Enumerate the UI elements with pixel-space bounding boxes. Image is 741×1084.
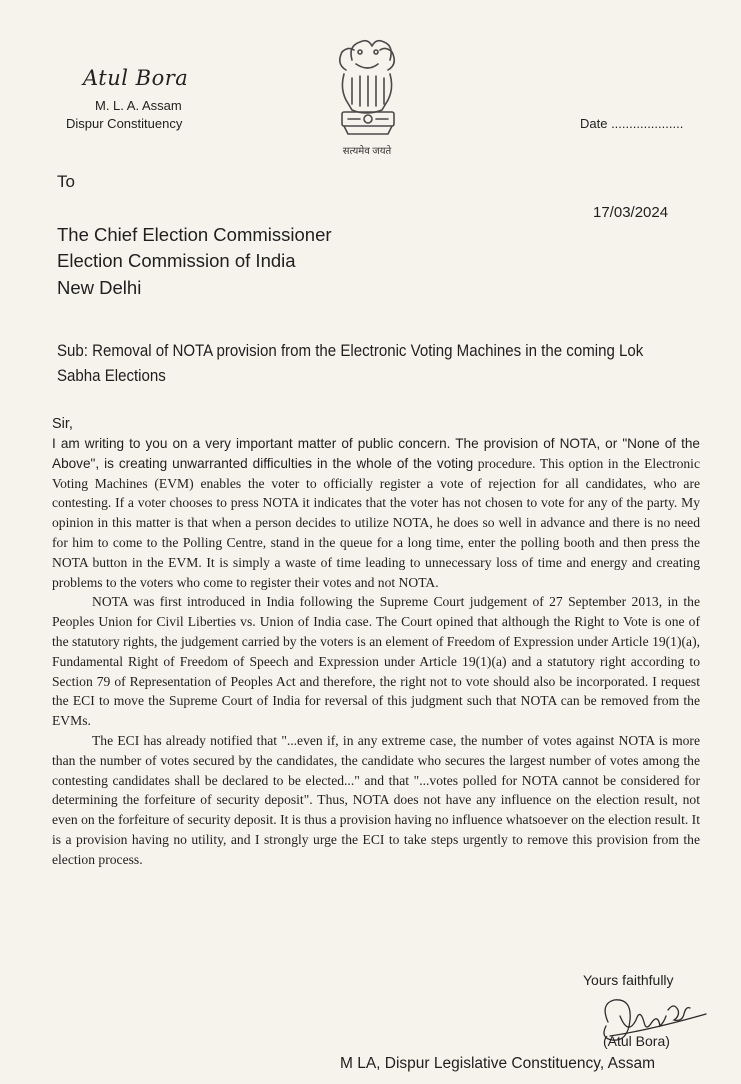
salutation: Sir, xyxy=(52,416,73,432)
paragraph-1 xyxy=(52,434,700,592)
paragraph-1-lead: I am writing to you on a very important matter of public concern. The provision of NOTA, or "None of the Above", is creating unwarranted difficulties in the whole of the voting xyxy=(52,436,700,471)
subject-line: Sub: Removal of NOTA provision from the Electronic Voting Machines in the coming Lok Sabha Elections xyxy=(57,342,644,385)
paragraph-1-rest: procedure. This option in the Electronic Voting Machines (EVM) enables the voter to officially register a vote of rejection for all candidates, who are contesting. If a voter chooses to press NOTA it indicates that the voter has not chosen to vote for any of the party. My opinion in this matter is that when a person decides to utilize NOTA, he does so well in advance and there is no need for him to come to the Polling Centre, stand in the queue for a long time, enter the polling booth and then press the NOTA button in the EVM. It is simply a waste of time leading to unnecessary loss of time and energy and creating problems to the voters who come to register their votes and not NOTA. xyxy=(52,455,700,590)
recipient-line-3: New Delhi xyxy=(57,277,142,298)
letter-date: 17/03/2024 xyxy=(593,204,669,221)
designation: M LA, Dispur Legislative Constituency, Assam xyxy=(340,1055,656,1072)
letter-body xyxy=(52,414,700,870)
date-field: Date .................... xyxy=(580,116,684,131)
closing: Yours faithfully xyxy=(583,972,674,988)
to-label: To xyxy=(57,172,75,191)
emblem-motto: सत्यमेव जयते xyxy=(342,146,392,157)
letterhead-constituency: Dispur Constituency xyxy=(66,116,183,131)
paragraph-3: The ECI has already notified that "...even if, in any extreme case, the number of votes against NOTA is more than the number of votes secured by the candidates, the candidate who secures the largest number of votes among the contesting candidates shall be declared to be elected..." and that "...votes polled for NOTA cannot be considered for determining the forfeiture of security deposit". Thus, NOTA does not have any influence on the election result, not even on the forfeiture of security deposit. It is thus a provision having no influence whatsoever on the election result. It is a provision having no utility, and I strongly urge the ECI to take steps urgently to remove this provision from the election process. xyxy=(52,732,700,867)
paragraph-2: NOTA was first introduced in India following the Supreme Court judgement of 27 September 2013, in the Peoples Union for Civil Liberties vs. Union of India case. The Court opined that although the Right to Vote is one of the statutory rights, the judgement carried by the voters is an element of Freedom of Expression under Article 19(1)(a), Fundamental Right of Freedom of Speech and Expression under Article 19(1)(a) and a statutory right according to Section 79 of Representation of Peoples Act and therefore, the right not to vote should also be incorporated. I request the ECI to move the Supreme Court of India for reversal of this judgment such that NOTA can be removed from the EVMs. xyxy=(52,594,700,729)
letterhead-name: Atul Bora xyxy=(83,66,189,90)
signature-name: (Atul Bora) xyxy=(603,1033,670,1049)
recipient-line-2: Election Commission of India xyxy=(57,250,296,271)
recipient-line-1: The Chief Election Commissioner xyxy=(57,224,332,245)
letterhead-title: M. L. A. Assam xyxy=(95,98,182,113)
